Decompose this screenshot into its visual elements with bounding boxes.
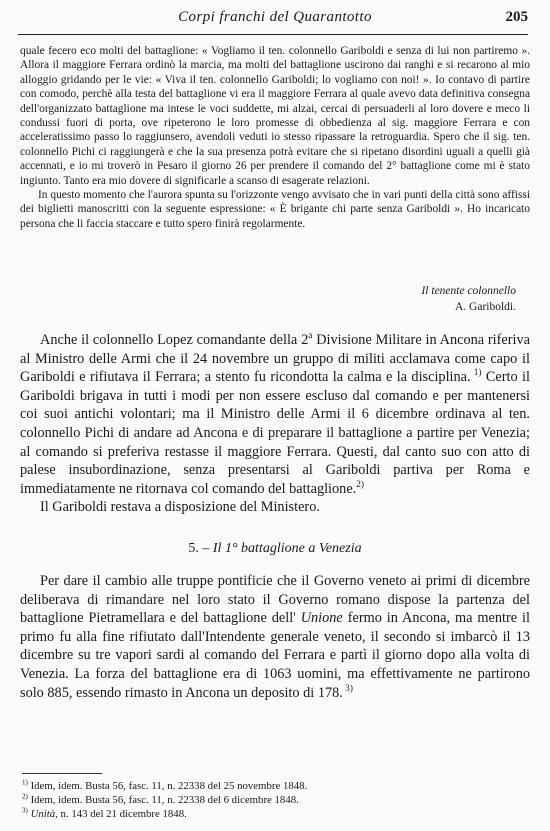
footnote-rule bbox=[22, 773, 102, 774]
text-run: Divisione Militare in Ancona riferiva al Ministro delle Armi che il 24 novembre un gruppo di militi acclamava come capo il Gariboldi e rifiutava il Ferrara; a stento fu ricondotta la calma e la disciplina. bbox=[20, 332, 530, 386]
text-run: Anche il colonnello Lopez comandante della 2 bbox=[40, 332, 309, 348]
section-title: Il 1° battaglione a Venezia bbox=[212, 541, 362, 556]
footnote-mark: 1) bbox=[22, 778, 28, 787]
letter-signature bbox=[421, 283, 516, 315]
page-number: 205 bbox=[505, 9, 528, 25]
body-paragraph bbox=[20, 331, 530, 498]
footnote bbox=[22, 779, 532, 793]
footnote-ref[interactable]: 1) bbox=[470, 368, 482, 379]
body-text-block bbox=[20, 572, 530, 702]
footnote-mark: 2) bbox=[22, 792, 28, 801]
footnote-text: Idem, idem. Busta 56, fasc. 11, n. 22338 del 6 dicembre 1848. bbox=[30, 794, 299, 806]
header-rule bbox=[18, 34, 528, 35]
footnote-mark: 3) bbox=[22, 806, 28, 815]
footnote-source-italic: Unità, bbox=[30, 808, 58, 820]
quote-paragraph: quale fecero eco molti del battaglione: « Vogliamo il ten. colonnello Gariboldi e senza di lui non partiremo ». Allora il maggiore Ferrara ordinò la marcia, ma molti del battaglione uscirono dai ranghi e si recarono al mio alloggio gridando per le vie: « Viva il ten. colonnello Gariboldi; lo vogliamo con noi! ». Io contavo di partire con comodo, perchè alla testa del battaglione vi era il maggiore Ferrara al quale avevo data definitiva consegna dell'organizzato battaglione ma intese le voci suddette, mi alzai, cercai di persuaderli al loro dovere e meco li condussi fuori di porta, ove ripeterono le loro promesse di obbedienza al sig. maggiore Ferrara e con acceleratissimo passo lo raggiunsero, avendoli veduti io stesso ripassare la retroguardia. Spero che il sig. ten. colonnello Pichi ci raggiungerà e che la sua presenza potrà evitare che si ripetano disordini uguali a quelli già accennati, e io mi troverò in Pesaro il giorno 26 per prendere il comando del 2° battaglione come mi è stato ingiunto. Tanto era mio dovere di significarle a scanso di esagerate relazioni. bbox=[20, 45, 530, 187]
superscript: a bbox=[308, 331, 313, 342]
footnotes bbox=[22, 779, 532, 821]
footnote-ref[interactable]: 3) bbox=[342, 683, 353, 694]
body-paragraph: Il Gariboldi restava a disposizione del Ministero. bbox=[40, 499, 320, 516]
footnote bbox=[22, 793, 532, 807]
quoted-letter bbox=[20, 44, 530, 231]
body-text-block bbox=[20, 331, 530, 517]
text-run: Per dare il cambio alle truppe pontificie che il Governo veneto ai primi di dicembre deliberava di rimandare nel loro stato il Governo romano dispose la partenza del battaglione Pietramellara e del battaglione dell' bbox=[20, 573, 530, 627]
body-paragraph bbox=[20, 572, 530, 702]
running-header-title: Corpi franchi del Quarantotto bbox=[178, 9, 372, 25]
footnote-text: n. 143 del 21 dicembre 1848. bbox=[57, 808, 187, 820]
quote-paragraph: In questo momento che l'aurora spunta su l'orizzonte vengo avvisato che in vari punti della città sono affissi dei biglietti manoscritti con la seguente espressione: « È brigante chi parte senza Gariboldi ». Ho incaricato persona che li faccia staccare e tutto spero finirà regolarmente. bbox=[20, 189, 530, 230]
footnote bbox=[22, 807, 532, 821]
signature-title: Il tenente colonnello bbox=[421, 285, 516, 297]
section-heading bbox=[20, 541, 530, 557]
text-run-italic: Unione bbox=[300, 610, 343, 627]
footnote-text: Idem, idem. Busta 56, fasc. 11, n. 22338 del 25 novembre 1848. bbox=[30, 780, 308, 792]
signature-name: A. Gariboldi. bbox=[454, 301, 516, 313]
text-run: Certo il Gariboldi brigava in tutti i modi per non essere escluso dal comando e per mantenersi coi suoi antichi volontari; ma il Ministro delle Armi il 6 dicembre ordinava al ten. colonnello Pichi di andare ad Ancona e di preparare il battaglione a partire per Venezia; al comando si preferiva restasse il maggiore Ferrara. Questi, dal canto suo con atto di palese insubordinazione, senza presentarsi al Gariboldi partiva per Roma e immediatamente ne ritornava col comando del battaglione. bbox=[20, 369, 530, 497]
footnote-ref[interactable]: 2) bbox=[356, 479, 364, 490]
text-run: fermo in Ancona, ma mentre il primo fu alla fine rifiutato dall'Intendente generale veneto, il secondo si imbarcò il 13 dicembre su tre vapori sardi al comando del Ferrara e partì il giorno dopo alla volta di Venezia. La forza del battaglione era di 1063 uomini, ma effettivamente ne partirono solo 885, essendo rimasto in Ancona un deposito di 178. bbox=[20, 610, 530, 701]
section-number: 5. – bbox=[188, 541, 210, 556]
